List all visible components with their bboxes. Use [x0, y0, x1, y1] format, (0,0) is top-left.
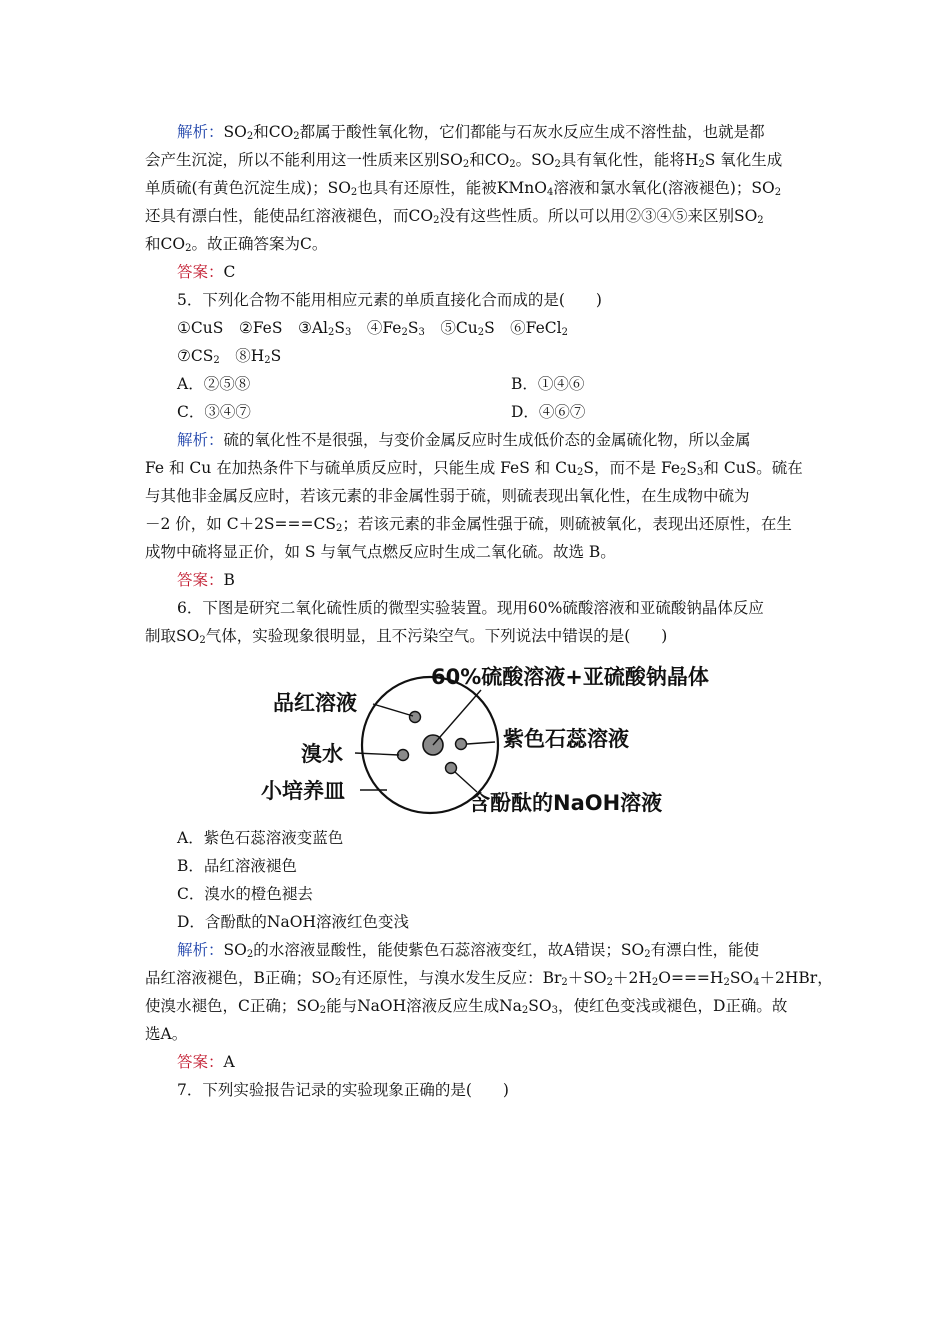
q4-explanation-line: 还具有漂白性，能使品红溶液褪色，而$CO_2$没有这些性质。所以可以用②③④⑤来区别$SO_2$	[145, 207, 764, 226]
label-naoh: 含酚酞的NaOH溶液	[469, 791, 663, 815]
q7-stem: 7．下列实验报告记录的实验现象正确的是( )	[177, 1081, 509, 1099]
q5-items: ①CuS ②FeS $③Al_2S_3$ $④Fe_2S_3$ $⑤Cu_2S$ ⑥FeCl$_2$	[177, 319, 568, 338]
pinhong-drop	[410, 712, 421, 723]
label-petri-dish: 小培养皿	[261, 779, 345, 803]
label-litmus: 紫色石蕊溶液	[503, 727, 629, 751]
q6-explanation-line: 使溴水褪色，C正确；$SO_2$能与NaOH溶液反应生成$Na_2SO_3$，使红色变浅或褪色，D正确。故	[145, 997, 788, 1016]
q4-explanation-line: 和$CO_2$。故正确答案为C。	[145, 235, 328, 254]
q4-answer: 答案：C	[177, 263, 236, 281]
q5-explanation-line: Fe 和 Cu 在加热条件下与硫单质反应时，只能生成 FeS 和 $Cu_2S$，而不是 $Fe_2S_3$和 CuS。硫在	[145, 459, 803, 478]
naoh-pointer	[455, 772, 477, 792]
q5-explanation-line: －2 价，如 $C+2S===CS_2$；若该元素的非金属性强于硫，则硫被氧化，表现出还原性，在生	[145, 515, 792, 534]
q6-option-d: D．含酚酞的NaOH溶液红色变浅	[177, 913, 409, 931]
q5-stem: 5．下列化合物不能用相应元素的单质直接化合而成的是( )	[177, 291, 602, 309]
bromine-drop	[398, 750, 409, 761]
q6-stem: 6．下图是研究二氧化硫性质的微型实验装置。现用60%硫酸溶液和亚硫酸钠晶体反应	[177, 599, 764, 617]
litmus-pointer	[467, 742, 495, 744]
q6-option-b: B．品红溶液褪色	[177, 857, 297, 875]
q5-answer: 答案：B	[177, 571, 235, 589]
experiment-figure	[255, 660, 735, 820]
reactant-pointer	[433, 690, 481, 745]
q6-explanation-line: 解析：$SO_2$的水溶液显酸性，能使紫色石蕊溶液变红，故A错误；$SO_2$有漂白性，能使	[177, 941, 760, 960]
label-bromine-water: 溴水	[301, 742, 343, 766]
naoh-drop	[446, 763, 457, 774]
q6-option-c: C．溴水的橙色褪去	[177, 885, 313, 903]
q5-option-b: B．①④⑥	[511, 375, 585, 393]
q5-option-c: C．③④⑦	[177, 403, 251, 421]
q5-items: $⑦CS_2$ $⑧H_2S$	[177, 347, 282, 366]
label-reactants: 60%硫酸溶液+亚硫酸钠晶体	[431, 665, 709, 689]
pinhong-pointer	[373, 704, 413, 716]
q5-option-a: A．②⑤⑧	[177, 375, 251, 393]
q4-explanation-line: 会产生沉淀，所以不能利用这一性质来区别$SO_2$和$CO_2$。$SO_2$具有氧化性，能将$H_2S$ 氧化生成	[145, 151, 783, 170]
q6-stem: 制取$SO_2$气体，实验现象很明显，且不污染空气。下列说法中错误的是( )	[145, 627, 668, 646]
petri-dish-diagram	[255, 660, 735, 820]
q4-explanation-line: 单质硫(有黄色沉淀生成)；$SO_2$也具有还原性，能被KMnO$_4$溶液和氯水氧化(溶液褪色)；$SO_2$	[145, 179, 782, 198]
q6-option-a: A．紫色石蕊溶液变蓝色	[177, 829, 344, 847]
q6-explanation-line: 选A。	[145, 1025, 188, 1043]
q5-option-d: D．④⑥⑦	[511, 403, 586, 421]
litmus-drop	[456, 739, 467, 750]
q5-explanation-line: 成物中硫将显正价，如 S 与氧气点燃反应时生成二氧化硫。故选 B。	[145, 543, 616, 561]
label-pinhong: 品红溶液	[273, 691, 357, 715]
q4-explanation-line: 解析：$SO_2$和$CO_2$都属于酸性氧化物，它们都能与石灰水反应生成不溶性盐，也就是都	[177, 123, 765, 142]
q6-explanation-line: 品红溶液褪色，B正确；$SO_2$有还原性，与溴水发生反应：$Br_2+SO_2+2H_2O===H_2SO_4+2HBr$，	[145, 969, 833, 988]
q5-explanation-line: 解析：硫的氧化性不是很强，与变价金属反应时生成低价态的金属硫化物，所以金属	[177, 431, 751, 449]
q6-answer: 答案：A	[177, 1053, 235, 1071]
q5-explanation-line: 与其他非金属反应时，若该元素的非金属性弱于硫，则硫表现出氧化性，在生成物中硫为	[145, 487, 750, 505]
